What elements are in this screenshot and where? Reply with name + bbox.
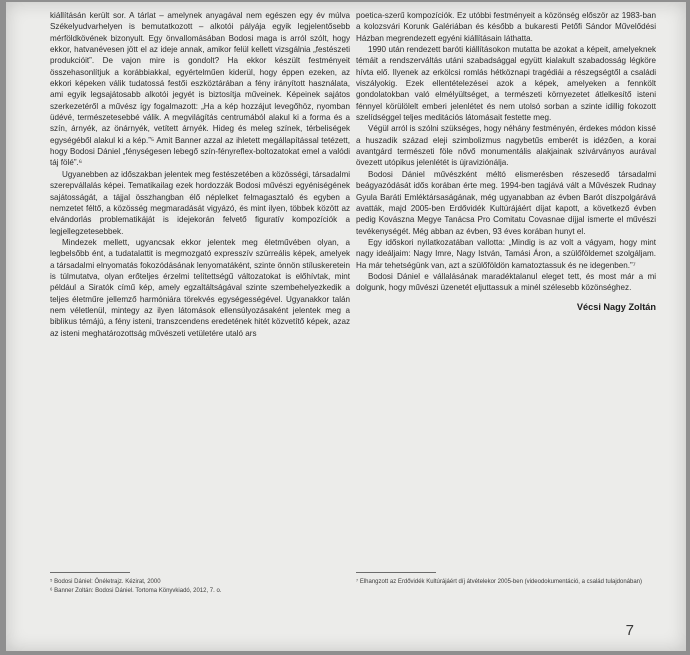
paragraph: Ugyanebben az időszakban jelentek meg festészetében a közösségi, társadalmi szerepvállalás képei. Tematikailag ezek hordozzák Bodosi művészi egyéniségének sajátosságát, a tájjal összhangban élő néplelket felmagasztaló és egyben a nemzetet féltő, a közösség megmaradását vigyázó, és mint ilyen, többek között az elvándorlás problematikáját is idejekorán felvető figuratív kompozíciók a legjellegzetesebbek. [50,169,350,236]
page-number: 7 [625,622,634,639]
footnote-rule-left [50,572,130,573]
footnote: ⁶ Banner Zoltán: Bodosi Dániel. Tortoma Könyvkiadó, 2012, 7. o. [50,587,222,594]
text-column-right [356,10,656,313]
footnotes-right [356,578,656,587]
footnote: ⁷ Elhangzott az Erdővidék Kultúrájáért díj átvételekor 2005-ben (videodokumentáció, a család tulajdonában) [356,579,643,585]
paragraph: Végül arról is szólni szükséges, hogy néhány festményén, érdekes módon kissé a huszadik század eleji szimbolizmus nagybetűs emberét is idézően, a korai avantgárd természeti föle nővő monumentális alakjainak szivárványos aurával övezett utópikus jelenlétét is újraviziónálja. [356,124,656,168]
paragraph: kiállításán került sor. A tárlat – amelynek anyagával nem egészen egy év múlva Székelyudvarhelyen is bemutatkozott – alkotói pályája egyik legjelentősebb mérföldkövének bizonyult. Egy önvallomásában Bodosi maga is arról szólt, hogy ekkor, hatvanévesen jött el az ideje annak, amikor felül kellett vizsgálnia „festészeti produkcióit”. De vajon mire is gondolt? Ha ekkor készült festményeit összehasonlítjuk a korábbiakkal, egyértelműen kiderül, hogy éppen ezeken, az ekkori képeken válik tudatossá festői eszköztárában a fény irányított használata, ami egyik legsajátosabb alkotói jegyét is biztosítja műveinek. Képeinek sajátos szerkezetéről a művész így fogalmazott: „Ha a kép hozzájut levegőhöz, nyomban üdévé, természetesebbé válik. A megvilágítás centrumából alakul ki a forma és a szín, árnyék, az önárnyék, vetített árnyék. Hideg és meleg színek, térbeliségek egységéből alakul ki a kép.”⁵ Amit Banner azzal az ihletett megállapítással tetézett, hogy Bodosi Dániel „fénységesen lebegő szín-fényreflex-boltozatokat emel a valódi táj fölé”.⁶ [50,11,350,168]
paragraph: 1990 után rendezett baróti kiállításokon mutatta be azokat a képeit, amelyeknek témáit a rendszerváltás utáni szabadsággal együtt kialakult szabadosság légköre hívta elő. Ilyenek az erkölcsi romlás hétköznapi tragédiái a részegségtől a családi viszályokig. Ezek ellentételezései azok a képek, amelyeken a fennkölt gondolatokban való elmélyültséget, a természeti környezetet átlelkesítő isteni fénnyel körülölelt emberi jelenlétet és nem utolsó sorban a szinte idillig fokozott szelídséggel teljes meditációs látomásait festette meg. [356,45,656,123]
paragraph: poetica-szerű kompozíciók. Ez utóbbi festményeit a közönség először az 1983-ban a kolozsvári Korunk Galériában és később a bukaresti Petőfi Sándor Művelődési Házban megrendezett egyéni kiállításain láthatta. [356,11,656,43]
paragraph: Bodosi Dániel művészként méltó elismerésben részesedő társadalmi beágyazódását idős korában érte meg. 1994-ben tagjává vált a Művészek Rudnay Gyula Baráti Emléktársaságának, még ugyanabban az évben Barót díszpolgárává avatták, majd 2005-ben Erdővidék Kultúrájáért díjat kapott, a következő évben pedig Kovászna Megye Tanácsa Pro Comitatu Covasnae díjjal ismerte el művészi tevékenységét. Még abban az évben, 93 éves korában hunyt el. [356,169,656,236]
footnote-rule-right [356,572,436,573]
paragraph: Egy időskori nyilatkozatában vallotta: „Mindig is az volt a vágyam, hogy mint nagy ideáljaim: Nagy Imre, Nagy István, Tamási Áron, a szülőföldemet szolgáljam. Ha már tehetségünk van, azt a szülőföldön kamatoztassuk és ne idegenben.”⁷ [356,237,656,270]
footnote: ⁵ Bodosi Dániel: Önéletrajz. Kézirat, 2000 [50,579,161,585]
book-page [6,2,686,651]
text-column-left [50,10,350,339]
paragraph: Mindezek mellett, ugyancsak ekkor jelentek meg életművében olyan, a legbelsőbb ént, a tudatalattit is megmozgató expresszív szürreális képek, amelyek a társadalmi elnyomatás fokozódásának lenyomatáként, szinte önnön stíluskeretein is túlmutatva, olyan erőteljes érzelmi telítettségű változatokat is előhívtak, mint például a Siratók című kép, amely egzaltáltságával szinte szembehelyezkedik a teljes életműre jellemző harmóniára törekvés egységességével. Ugyanakkor talán nem véletlenül, mintegy az ilyen látomások ellensúlyozásaként jelentek meg a biblikus témájú, a fény isteni, transzcendens eredetének hitét közvetítő képek, azaz az isteni meghatározottság művészeti vetületére utaló ars [50,237,350,338]
paragraph: Bodosi Dániel e vállalásának maradéktalanul eleget tett, és most már a mi dolgunk, hogy művészi üzenetét eljuttassuk a minél szélesebb közönséghez. [356,271,656,293]
author-signature: Vécsi Nagy Zoltán [576,301,656,312]
footnotes-left [50,578,340,595]
